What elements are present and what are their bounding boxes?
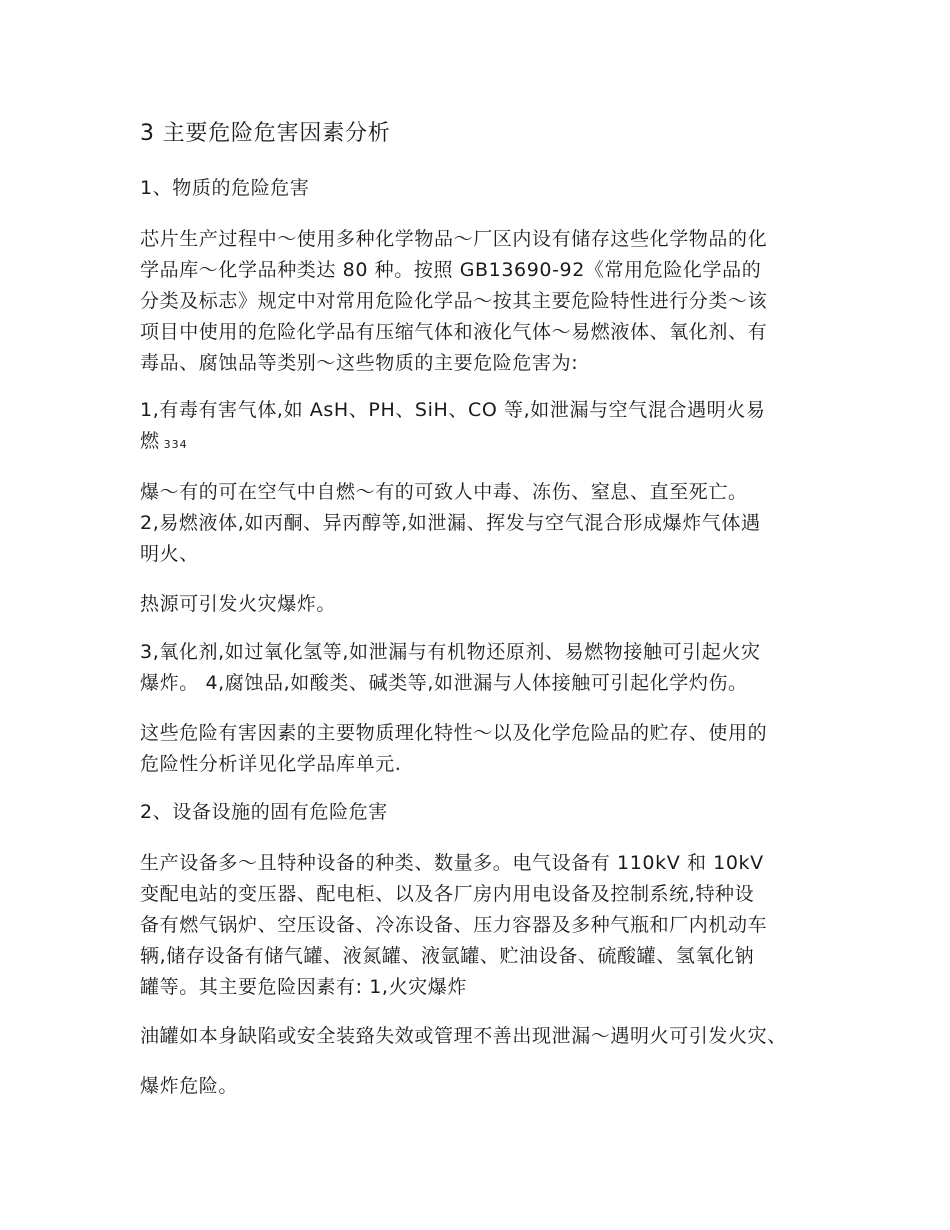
paragraph-line: 学品库～化学品种类达 80 种。按照 GB13690-92《常用危险化学品的 — [140, 259, 762, 281]
paragraph-line: 危险性分析详见化学品库单元. — [140, 753, 402, 775]
list-item-2-line: 2,易燃液体,如丙酮、异丙醇等,如泄漏、挥发与空气混合形成爆炸气体遇 — [140, 512, 761, 534]
paragraph-line: 这些危险有害因素的主要物质理化特性～以及化学危险品的贮存、使用的 — [140, 722, 768, 744]
paragraph-line: 变配电站的变压器、配电柜、以及各厂房内用电设备及控制系统,特种设 — [140, 883, 755, 905]
paragraph-line: 备有燃气锅炉、空压设备、冷冻设备、压力容器及多种气瓶和厂内机动车 — [140, 914, 768, 936]
section-title: 3 主要危险危害因素分析 — [140, 121, 391, 146]
paragraph-line: 罐等。其主要危险因素有: 1,火灾爆炸 — [140, 976, 467, 998]
list-item-1-line: 爆～有的可在空气中自燃～有的可致人中毒、冻伤、窒息、直至死亡。 — [140, 481, 748, 503]
subscript-numbers: 334 — [163, 438, 188, 451]
subsection-heading-2: 2、设备设施的固有危险危害 — [140, 801, 388, 823]
paragraph-line: 毒品、腐蚀品等类别～这些物质的主要危险危害为: — [140, 352, 579, 374]
paragraph-line: 油罐如本身缺陷或安全装臵失效或管理不善出现泄漏～遇明火可引发火灾、 — [140, 1025, 787, 1047]
subsection-heading-1: 1、物质的危险危害 — [140, 177, 310, 199]
list-item-2-line: 明火、 — [140, 543, 199, 565]
paragraph-line: 辆,储存设备有储气罐、液氮罐、液氩罐、贮油设备、硫酸罐、氢氧化钠 — [140, 945, 755, 967]
paragraph-line: 芯片生产过程中～使用多种化学物品～厂区内设有储存这些化学物品的化 — [140, 228, 768, 250]
paragraph-line: 爆炸危险。 — [140, 1075, 239, 1097]
list-item-3-line: 3,氧化剂,如过氧化氢等,如泄漏与有机物还原剂、易燃物接触可引起火灾 — [140, 641, 761, 663]
list-item-1-line — [140, 429, 188, 457]
list-item-1-text: 燃 — [140, 430, 160, 452]
list-item-1-line: 1,有毒有害气体,如 AsH、PH、SiH、CO 等,如泄漏与空气混合遇明火易 — [140, 399, 766, 421]
paragraph-line: 项目中使用的危险化学品有压缩气体和液化气体～易燃液体、氧化剂、有 — [140, 321, 768, 343]
paragraph-line: 生产设备多～且特种设备的种类、数量多。电气设备有 110kV 和 10kV — [140, 852, 764, 874]
paragraph-line: 分类及标志》规定中对常用危险化学品～按其主要危险特性进行分类～该 — [140, 290, 768, 312]
list-item-2-line: 热源可引发火灾爆炸。 — [140, 593, 337, 615]
list-item-3-line: 爆炸。 4,腐蚀品,如酸类、碱类等,如泄漏与人体接触可引起化学灼伤。 — [140, 672, 748, 694]
